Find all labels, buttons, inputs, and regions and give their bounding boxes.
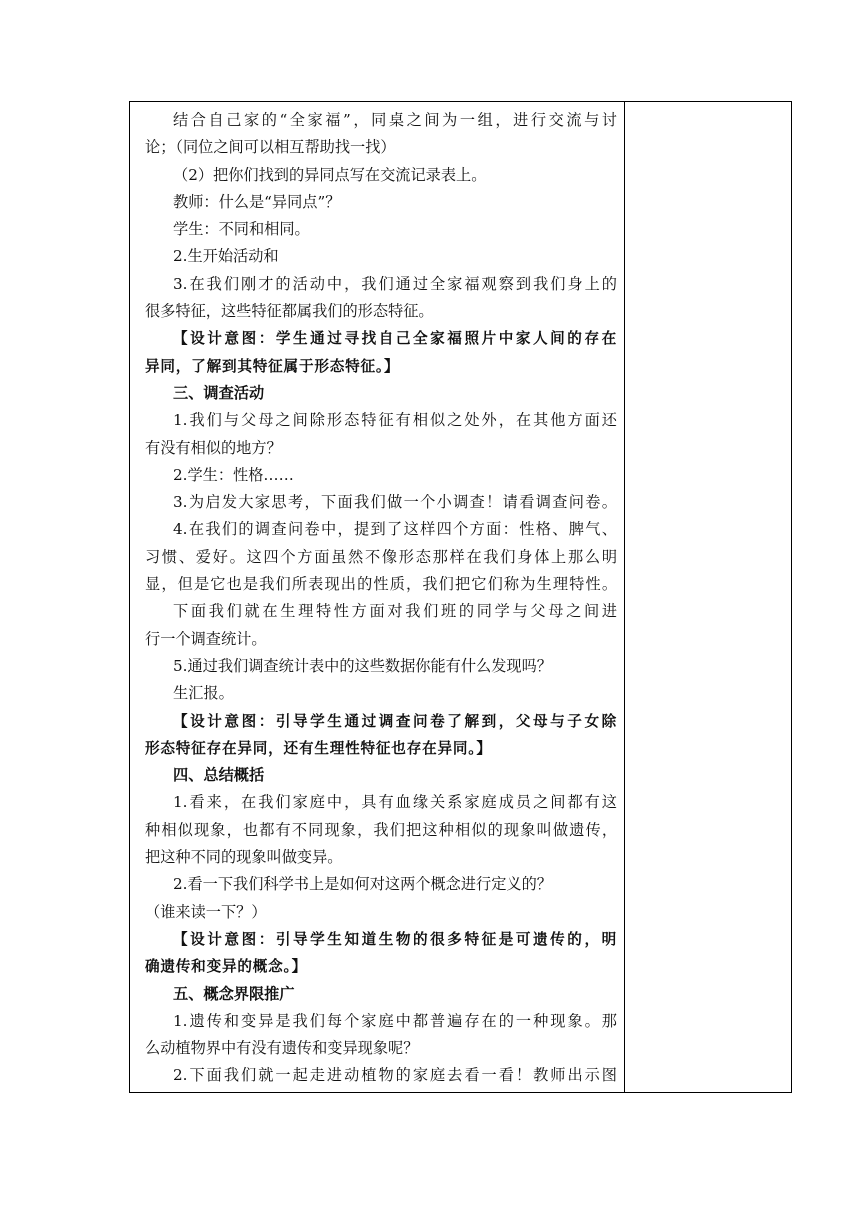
section-heading: 四、总结概括 (173, 766, 265, 785)
text-line: 下面我们就在生理特性方面对我们班的同学与父母之间进 (173, 602, 617, 621)
text-line: 学生：不同和相同。 (173, 220, 310, 239)
text-line: 很多特征，这些特征都属我们的形态特征。 (145, 302, 434, 321)
text-line: 么动植物界中有没有遗传和变异现象呢？ (145, 1039, 419, 1058)
text-line: 3.在我们刚才的活动中，我们通过全家福观察到我们身上的 (173, 274, 617, 293)
text-line: 4.在我们的调查问卷中，提到了这样四个方面：性格、脾气、 (173, 520, 617, 539)
lesson-content-cell (145, 107, 617, 1090)
text-line: 把这种不同的现象叫做变异。 (145, 848, 343, 867)
text-line: 有没有相似的地方？ (145, 438, 282, 457)
text-line: 论；（同位之间可以相互帮助找一找） (145, 138, 396, 157)
section-heading: 三、调查活动 (173, 383, 265, 402)
text-line: 1.遗传和变异是我们每个家庭中都普遍存在的一种现象。那 (173, 1011, 617, 1030)
text-line: 种相似现象，也都有不同现象，我们把这种相似的现象叫做遗传， (145, 820, 617, 839)
text-line: 2.学生：性格…… (173, 465, 294, 484)
text-line: 教师：什么是“异同点”？ (173, 192, 341, 211)
design-intent-line: 【设计意图：引导学生通过调查问卷了解到，父母与子女除 (173, 712, 617, 730)
text-line: 2.看一下我们科学书上是如何对这两个概念进行定义的？ (173, 875, 552, 894)
section-heading: 五、概念界限推广 (173, 984, 295, 1003)
text-line: 显，但是它也是我们所表现出的性质，我们把它们称为生理特性。 (145, 575, 617, 594)
text-line: 生汇报。 (173, 684, 234, 703)
text-line: （谁来读一下？） (145, 902, 267, 921)
text-line: 2.下面我们就一起走进动植物的家庭去看一看！教师出示图 (173, 1066, 617, 1085)
design-intent-line: 【设计意图：引导学生知道生物的很多特征是可遗传的，明 (173, 930, 617, 948)
text-line: 5.通过我们调查统计表中的这些数据你能有什么发现吗？ (173, 656, 552, 675)
design-intent-line: 【设计意图：学生通过寻找自己全家福照片中家人间的存在 (173, 330, 617, 348)
text-line: 行一个调查统计。 (145, 629, 267, 648)
text-line: 1.我们与父母之间除形态特征有相似之处外，在其他方面还 (173, 411, 617, 430)
design-intent-line: 确遗传和变异的概念。】 (145, 958, 308, 976)
text-line: （2）把你们找到的异同点写在交流记录表上。 (173, 165, 487, 184)
text-line: 习惯、爱好。这四个方面虽然不像形态那样在我们身体上那么明 (145, 547, 617, 566)
design-intent-line: 形态特征存在异同，还有生理性特征也存在异同。】 (145, 739, 492, 757)
text-line: 结合自己家的“全家福”，同桌之间为一组，进行交流与讨 (173, 111, 617, 129)
text-line: 2.生开始活动和 (173, 247, 279, 266)
text-line: 3.为启发大家思考，下面我们做一个小调查！请看调查问卷。 (173, 493, 617, 512)
column-divider (624, 101, 625, 1093)
text-line: 1.看来，在我们家庭中，具有血缘关系家庭成员之间都有这 (173, 793, 617, 812)
design-intent-line: 异同，了解到其特征属于形态特征。】 (145, 357, 400, 375)
